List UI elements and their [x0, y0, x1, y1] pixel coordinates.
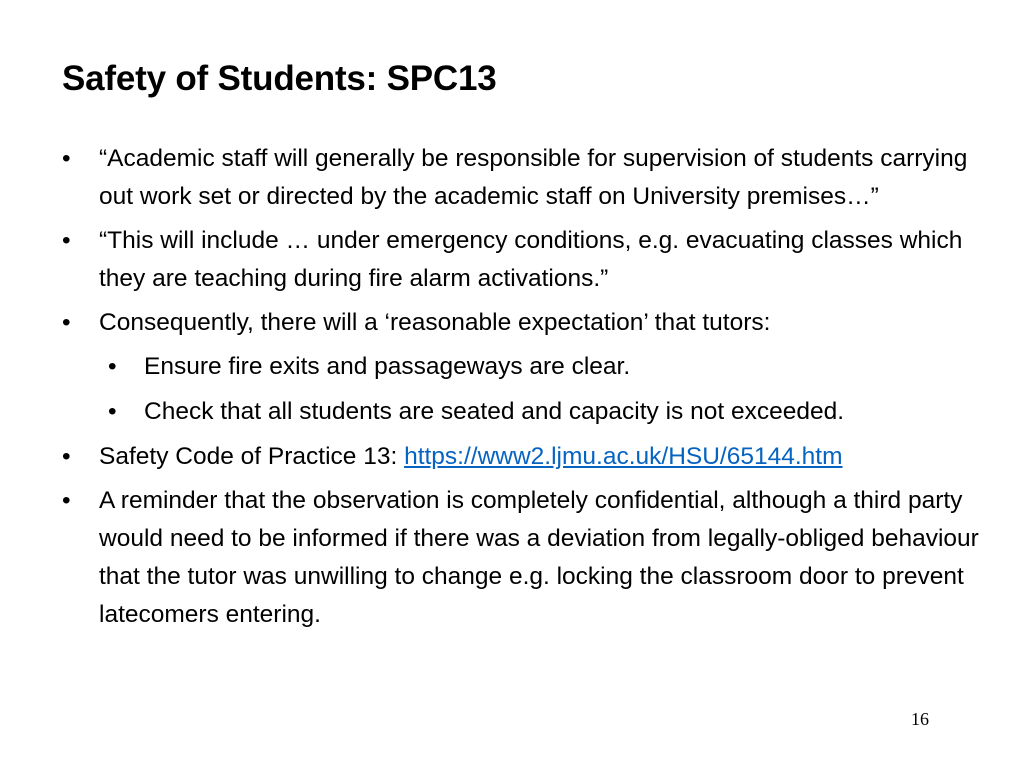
- bullet-item-supervision: [62, 140, 997, 216]
- sub-bullet-fire-exits: [108, 348, 997, 386]
- bullet-item-code-of-practice: [62, 438, 997, 476]
- bullet-text: Safety Code of Practice 13:: [99, 443, 405, 470]
- code-of-practice-link[interactable]: https://www2.ljmu.ac.uk/HSU/65144.htm: [404, 443, 843, 470]
- bullet-text: Ensure fire exits and passageways are clear.: [144, 353, 631, 380]
- bullet-icon: •: [62, 145, 71, 172]
- bullet-icon: •: [62, 443, 71, 470]
- bullet-text: Check that all students are seated and capacity is not exceeded.: [144, 398, 845, 425]
- bullet-icon: •: [108, 398, 117, 425]
- sub-bullet-seating: [108, 393, 997, 431]
- bullet-item-emergency: [62, 222, 997, 298]
- bullet-text: Consequently, there will a ‘reasonable expectation’ that tutors:: [99, 309, 771, 336]
- bullet-text: A reminder that the observation is completely confidential, although a third party would need to be informed if there was a deviation from legally-obliged behaviour that the tutor was unwilling to change e.g. locking the classroom door to prevent latecomers entering.: [99, 487, 979, 628]
- slide-title: Safety of Students: SPC13: [62, 59, 497, 98]
- bullet-icon: •: [108, 353, 117, 380]
- bullet-list: [62, 140, 997, 640]
- bullet-item-expectation: [62, 304, 997, 342]
- bullet-icon: •: [62, 227, 71, 254]
- bullet-text: “This will include … under emergency conditions, e.g. evacuating classes which they are teaching during fire alarm activations.”: [99, 227, 963, 292]
- bullet-icon: •: [62, 309, 71, 336]
- bullet-icon: •: [62, 487, 71, 514]
- bullet-text: “Academic staff will generally be responsible for supervision of students carrying out work set or directed by the academic staff on University premises…”: [99, 145, 968, 210]
- bullet-item-confidential: [62, 482, 997, 634]
- page-number: 16: [911, 709, 929, 729]
